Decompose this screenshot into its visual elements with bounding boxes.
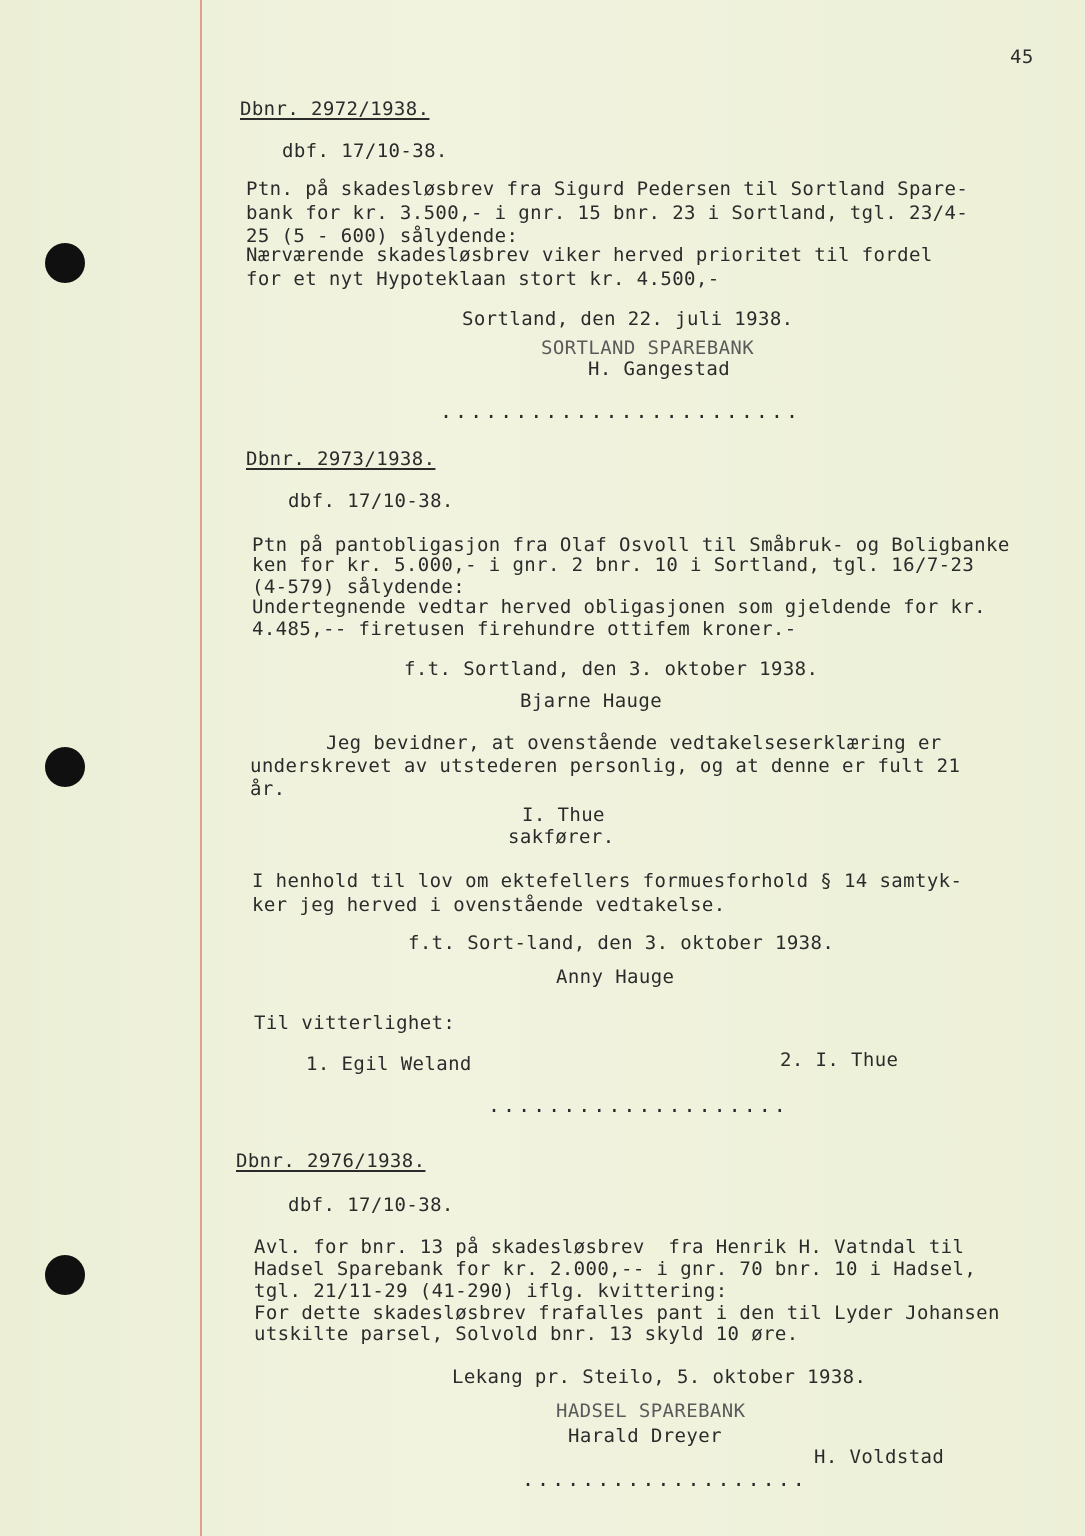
punch-hole xyxy=(45,243,85,283)
entry-line: 4.485,-- firetusen firehundre ottifem kroner.- xyxy=(252,618,797,640)
signer: Bjarne Hauge xyxy=(520,690,663,712)
punch-hole xyxy=(45,1255,85,1295)
place-date: f.t. Sortland, den 3. oktober 1938. xyxy=(404,658,819,680)
entry-line: Undertegnende vedtar herved obligasjonen som gjeldende for kr. xyxy=(252,596,987,618)
consent-place-date: f.t. Sort-land, den 3. oktober 1938. xyxy=(408,932,835,954)
entry-line: Nærværende skadesløsbrev viker herved prioritet til fordel xyxy=(246,244,933,266)
entry-heading: Dbnr. 2972/1938. xyxy=(240,98,430,120)
entry-line: Hadsel Sparebank for kr. 2.000,-- i gnr. 70 bnr. 10 i Hadsel, xyxy=(254,1258,977,1280)
separator: ................... xyxy=(522,1467,808,1491)
entry-line: For dette skadesløsbrev frafalles pant i den til Lyder Johansen xyxy=(254,1302,1000,1324)
separator: ........................ xyxy=(440,399,801,423)
vitterlighet-witness-1: 1. Egil Weland xyxy=(306,1053,472,1075)
entry-heading: Dbnr. 2976/1938. xyxy=(236,1150,426,1172)
witness-line: år. xyxy=(250,778,286,800)
entry-dbf: dbf. 17/10-38. xyxy=(288,1194,454,1216)
punch-hole xyxy=(45,747,85,787)
consent-line: I henhold til lov om ektefellers formuesforhold § 14 samtyk- xyxy=(252,870,963,892)
consent-line: ker jeg herved i ovenstående vedtakelse. xyxy=(252,894,726,916)
witness-title: sakfører. xyxy=(508,826,615,848)
margin-rule xyxy=(200,0,202,1536)
entry-line: (4-579) sålydende: xyxy=(252,576,466,598)
witness-name: I. Thue xyxy=(522,804,605,826)
signer: Harald Dreyer xyxy=(568,1425,722,1447)
entry-line: 25 (5 - 600) sålydende: xyxy=(246,225,519,247)
signer-2: H. Voldstad xyxy=(814,1446,945,1468)
entry-line: tgl. 21/11-29 (41-290) iflg. kvittering: xyxy=(254,1280,728,1302)
entry-line: Avl. for bnr. 13 på skadesløsbrev fra Henrik H. Vatndal til xyxy=(254,1236,965,1258)
entry-line: ken for kr. 5.000,- i gnr. 2 bnr. 10 i Sortland, tgl. 16/7-23 xyxy=(252,554,975,576)
entry-heading: Dbnr. 2973/1938. xyxy=(246,448,436,470)
entry-dbf: dbf. 17/10-38. xyxy=(282,140,448,162)
separator: .................... xyxy=(488,1093,789,1117)
witness-line: underskrevet av utstederen personlig, og at denne er fult 21 xyxy=(250,755,961,777)
vitterlighet-label: Til vitterlighet: xyxy=(254,1012,456,1034)
entry-line: utskilte parsel, Solvold bnr. 13 skyld 10 øre. xyxy=(254,1323,799,1345)
entry-line: for et nyt Hypoteklaan stort kr. 4.500,- xyxy=(246,268,720,290)
entry-line: bank for kr. 3.500,- i gnr. 15 bnr. 23 i Sortland, tgl. 23/4- xyxy=(246,202,969,224)
page-number: 45 xyxy=(1010,46,1034,68)
bank-name: SORTLAND SPAREBANK xyxy=(541,337,755,359)
consent-signer: Anny Hauge xyxy=(556,966,675,988)
entry-line: Ptn. på skadesløsbrev fra Sigurd Pedersen til Sortland Spare- xyxy=(246,178,969,200)
vitterlighet-witness-2: 2. I. Thue xyxy=(780,1049,899,1071)
bank-name: HADSEL SPAREBANK xyxy=(556,1400,746,1422)
entry-dbf: dbf. 17/10-38. xyxy=(288,490,454,512)
place-date: Lekang pr. Steilo, 5. oktober 1938. xyxy=(452,1366,867,1388)
witness-line: Jeg bevidner, at ovenstående vedtakelseserklæring er xyxy=(326,732,942,754)
entry-line: Ptn på pantobligasjon fra Olaf Osvoll til Småbruk- og Boligbanke xyxy=(252,534,1010,556)
signer: H. Gangestad xyxy=(588,358,731,380)
place-date: Sortland, den 22. juli 1938. xyxy=(462,308,794,330)
